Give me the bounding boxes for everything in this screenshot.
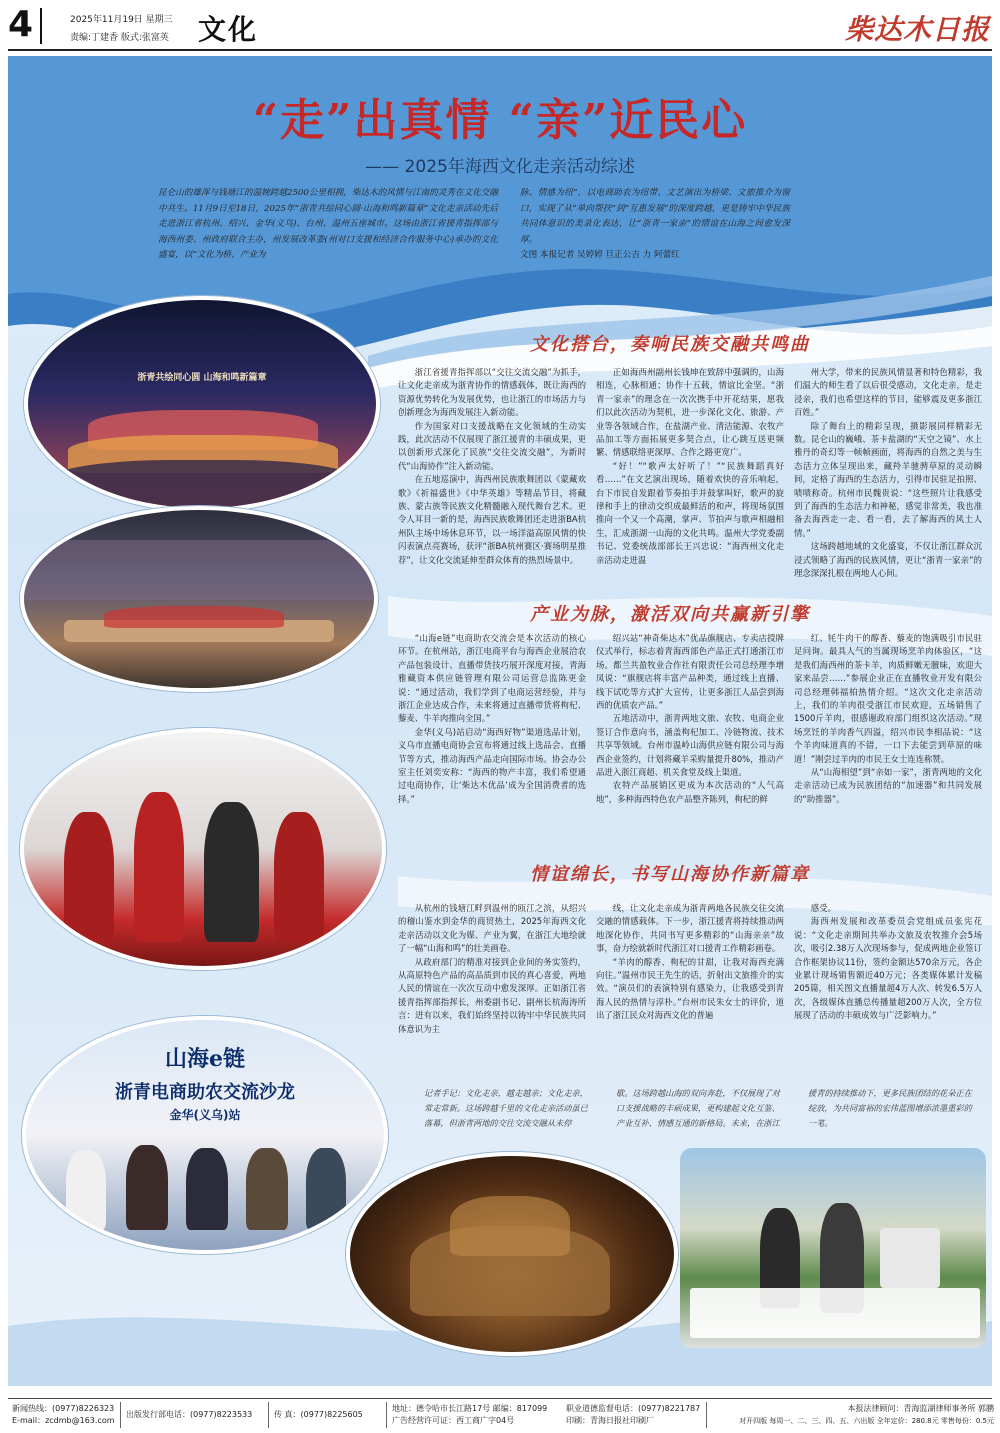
intro-left: 昆仑山的雄浑与钱塘江的温婉跨越2500公里相拥，柴达木的风情与江南的灵秀在文化交融中共生。11月9日至18日，2025年“浙青共绘同心圆·山海和鸣新篇章”文化走亲活动先后走进浙江省杭州、绍兴、金华(义乌)、台州、温州五座城市。这场由浙江省援青指挥部与海西州委、州政府联合主办，州发展改革委(州对口支援和经济合作服务中心)承办的文化盛宴，以“文化为桥、产业为 [158,188,498,260]
paragraph: 从“山海相望”到“亲如一家”，浙青两地的文化走亲活动已成为民族团结的“加速器”和共同发展的“助推器”。 [794,767,982,804]
afterword-col2: 歇。这场跨越山海的双向奔赴，不仅展现了对口支援战略的丰硕成果，更构建起文化互鉴、产业互补、情感互通的新格局。未来，在浙江 [616,1088,780,1128]
salon-subtitle: 浙青电商助农交流沙龙 [115,1082,295,1103]
warrior-dance-photo [346,1152,678,1356]
paragraph: 感受。 [810,903,836,913]
section1-col2 [596,366,784,567]
paragraph: 海西州发展和改革委员会党组成员张宪花说：“文化走亲期间共举办文旅及农牧推介会5场次，吸引2.38万人次现场参与，促成两地企业签订合作框架协议11份，签约金额达570余万元，各企业累计现场销售额近40万元；各类媒体累计发稿205篇，相关图文直播量超4万人次、转发6.5万人次，各级媒体直播总传播量超200万人次，全方位展现了活动的丰硕成效与广泛影响力。” [794,916,982,1021]
paragraph: 作为国家对口支援战略在文化领域的生动实践，此次活动不仅展现了浙江援青的丰硕成果，更以创新形式深化了民族“交往交流交融”，为新时代“山海协作”注入新动能。 [398,420,586,471]
section3-col2 [596,902,784,1023]
paragraph: 五地活动中，浙青两地文旅、农牧、电商企业签订合作意向书，涵盖枸杞加工、冷链物流、技术共享等领域。台州市温岭山海供应链有限公司与海西企业签约，计划将藏羊采购量提升80%，推动产品进入浙江商超、机关食堂及线上渠道。 [596,713,784,778]
stage-performance-photo [24,296,380,512]
footer-separator [706,1402,707,1428]
printing-house: 印刷：青海日报社印刷厂 [566,1416,654,1425]
paragraph: “山海e链”电商助农交流会是本次活动的核心环节。在杭州站，浙江电商平台与海西企业展洽农产品包装设计、直播带货技巧展开深度对接，青海雅藏资本供应链管理有限公司运营总监陈更金说：“通过活动，我们学到了电商运营经验，并与浙江企业达成合作，未来将通过直播带货将枸杞、藜麦、牛羊肉推向全国。” [398,633,586,724]
section1-col1 [398,366,586,567]
basketball-arena-photo [20,506,378,692]
editor-credits: 责编:丁建香 版式:张富英 [70,33,169,43]
article-subtitle: —— 2025年海西文化走亲活动综述 [365,157,635,177]
afterword-col1: 记者手记：文化走亲，越走越亲；文化走亲，常走常新。这场跨越千里的文化走亲活动虽已落幕，但浙青两地的交往交流交融从未停 [424,1088,588,1128]
paragraph: 金华(义乌)站启动“海西好物”渠道选品计划，义乌市直播电商协会宣布将通过线上选品会、直播节等方式，推动海西产品走向国际市场。协会办公室主任刘奕安称：“海西的物产丰富，我们希望通过电商协作，让‘柴达木优品’成为全国消费者的选择。” [398,726,586,804]
section3-col1 [398,902,586,1036]
article-title: “走”出真情 “亲”近民心 [252,95,748,146]
paragraph: 在五地巡演中，海西州民族歌舞团以《蒙藏欢歌》《祈福盛世》《中华英雄》等精品节目，将藏族、蒙古族等民族文化精髓融入现代舞台艺术。更令人耳目一新的是，海西民族歌舞团还走进浙BA杭州队主场中场休息环节，以一场洋溢高原风情的快闪表演点亮赛场，获评“浙BA杭州赛区·赛场明星推荐”，让文化交流延伸至群众体育的热烈场景中。 [398,474,586,565]
footer-contacts [12,1403,115,1427]
footer-separator [120,1402,121,1428]
ecommerce-salon-photo [22,1016,388,1254]
paragraph: 从政府部门的精准对接到企业间的务实签约，从高原特色产品的高品质到市民的真心喜爱，两地人民的情谊在一次次互动中愈发深厚。正如浙江省援青指挥部指挥长，州委副书记、副州长杭海涛所言：进有以来，我们始终坚持以铸牢中华民族共同体意识为主 [398,956,586,1034]
paragraph: 农特产品展销区更成为本次活动的“人气高地”，多种海西特色农产品整齐陈列，枸杞的鲜 [596,780,784,804]
section2-col3 [794,632,982,806]
footer-separator [268,1402,269,1428]
byline: 文图 本报记者 吴婷婷 旦正公吉 力 阿蕾红 [520,250,680,260]
section2-col1 [398,632,586,806]
section1-col3 [794,366,982,581]
section-heading-friendship: 情谊绵长，书写山海协作新篇章 [530,864,810,885]
paragraph: 从杭州的钱塘江畔到温州的瓯江之滨，从绍兴的稽山鉴水到金华的商贸热土，2025年海西文化走亲活动以文化为媒、产业为翼，在浙江大地绘就了一幅“山海和鸣”的壮美画卷。 [398,903,586,954]
product-booth-photo [680,1148,986,1348]
intro-right [520,186,790,264]
section2-col2 [596,632,784,806]
header-rule [8,49,992,51]
afterword-col3: 援青的持续推动下，更多民族团结的花朵正在绽放，为共同富裕的宏伟蓝图增添浓墨重彩的一笔。 [808,1088,972,1128]
intro-right-text: 脉、情感为纽”，以电商助农为纽带、文艺演出为桥梁、文旅推介为窗口，实现了从“单向帮扶”到“互惠发展”的深度跨越，更是铸牢中华民族共同体意识的美录化表达，让“浙青一家亲”的情谊在山海之间愈发深厚。 [520,188,790,245]
paragraph: 浙江省援青指挥部以“交往交流交融”为抓手，让文化走亲成为浙青协作的情感载体，既让海西的资源优势转化为发展优势，也让浙江的市场活力与创新理念为海西发展注入新动能。 [398,367,586,418]
footer-rule [8,1398,992,1399]
legal-advisor: 本报法律顾问：青海监湖律师事务所 郭鹏 [847,1404,994,1413]
paragraph: 线，让文化走亲成为浙青两地各民族交往交流交融的情感载体。下一步，浙江援青将持续推动两地深化协作，共同书写更多精彩的“山海亲亲”故事，奋力绘就新时代浙江对口援青工作精彩画卷。 [596,903,784,954]
footer-separator [386,1402,387,1428]
footer-email: E-mail：zcdmb@163.com [12,1416,115,1425]
complaint-phone: 职业道德监督电话：(0977)8221787 [566,1404,701,1413]
stage-banner-text: 浙青共绘同心圆 山海和鸣新篇章 [137,373,267,383]
address: 地址：德令哈市长江路17号 邮编：817099 [392,1404,548,1413]
section-heading-culture: 文化搭台，奏响民族交融共鸣曲 [530,334,810,355]
paragraph: “好！”“歌声太好听了！”“民族舞蹈真好看……”在文艺演出现场，随着欢快的音乐响起，台下市民自发跟着节奏拍手并鼓掌叫好，歌声的旋律和手上的律动交织成最鲜活的和声，将现场氛围推向一个又一个高潮，掌声、节拍声与歌声相融相生，汇成浙湖一山海的文化共鸣。温州大学党委副书记、党委统战部部长王兴忠说：“海西州文化走亲活动走进温 [596,460,784,565]
salon-title: 山海e链 [165,1046,245,1072]
distribution-phone: 出版发行部电话：(0977)8223533 [126,1410,253,1419]
page-header [0,0,1000,50]
paragraph: 除了舞台上的精彩呈现，摄影展同样精彩无数。昆仑山的巍峨、茶卡盐湖的“天空之镜”、水上雅丹的奇幻等一帧帧画面，将海西的自然之美与生态活力立体呈现出来，藏羚羊驰骋草原的灵动瞬间，定格了海西的生态活力，引得市民驻足拍照、啧啧称奇。杭州市民魏贵说：“这些照片让我感受到了海西的生态活力和神秘，感觉非常美，我也准备去海西走一走、看一看，去了解海西的风土人情。” [794,420,982,538]
ethnic-dance-photo [20,728,386,970]
ad-license: 广告经营许可证：西工商广字04号 [392,1416,515,1425]
newspaper-logo: 柴达木日报 [844,13,990,46]
paragraph: 绍兴站“神奇柴达木”优品旗舰店、专卖店授牌仪式举行，标志着青海西部色产品正式打通浙江市场。都兰共盈牧业合作社有限责任公司总经理李增凤说：“旗舰店将丰富产品种类，通过线上直播、线下试吃等方式扩大宣传，让更多浙江人品尝到海西的优质农产品。” [596,633,784,711]
paragraph: “羊肉的醇香、枸杞的甘甜，让我对海西充满向往。”温州市民王先生的话，折射出文旅推介的实效。“演员们的表演特别有感染力，让我感受到青海人民的热情与淳朴。”台州市民朱女士的评价，道出了浙江民众对海西文化的普遍 [596,956,784,1021]
fax-number: 传 真：(0977)8225605 [274,1410,363,1419]
paragraph: 正如海西州副州长钱坤在致辞中强调的，山海相连，心脉相通；协作十五载，情谊比金坚。“浙青一家亲”的理念在一次次携手中开花结果，愿我们以此次活动为契机，进一步深化文化、旅游、产业等各领域合作，在盐湖产业、清洁能源、农牧产品加工等方面拓展更多契合点，让心跳互送更频繁、情感联络更深厚、合作之路更宽广。 [596,367,784,458]
section3-col3 [794,902,982,1023]
section-title: 文化 [198,13,259,46]
salon-station: 金华(义乌)站 [169,1108,241,1122]
footer-legal-block [712,1403,994,1427]
footer-address-block [392,1403,547,1427]
news-hotline: 新闻热线：(0977)8226323 [12,1404,115,1413]
header-divider [40,8,42,44]
paragraph: 红、牦牛肉干的醇香、藜麦的饱满吸引市民驻足问询。最具人气的当属现场烹羊肉体验区，“这是我们海西州的茶卡羊，肉质鲜嫩无膻味，欢迎大家来品尝……”参展企业正在直播牧业开发有限公司总经理韩福柏热情介绍。“这次文化走亲活动上，我们的羊肉很受浙江市民欢迎，五场销售了1500斤羊肉，很感谢政府部门组织这次活动。”现场烹饪的羊肉香气四溢，绍兴市民李相品说：“这个羊肉味道真的不错，一口下去能尝到草原的味道！”刚尝过羊肉的市民王女士连连称赞。 [794,633,982,764]
publishing-schedule: 对开四版 每周一、二、三、四、五、六出版 全年定价：280.8元 零售每份：0.5元 [739,1417,994,1425]
paragraph: 州大学，带来的民族风情显著和特色精彩，我们温大的师生看了以后很受感动，文化走亲，是走浸亲，我们也希望这样的节目，能够震及更多浙江百姓。” [794,367,982,418]
page-number: 4 [8,4,34,45]
footer-print-block [566,1403,700,1427]
issue-date: 2025年11月19日 星期三 [70,15,173,25]
section-heading-industry: 产业为脉，激活双向共赢新引擎 [530,604,810,625]
paragraph: 这场跨越地域的文化盛宴，不仅让浙江群众沉浸式领略了海西的民族风情，更让“浙青一家亲”的理念深深扎根在两地人心间。 [794,541,982,579]
